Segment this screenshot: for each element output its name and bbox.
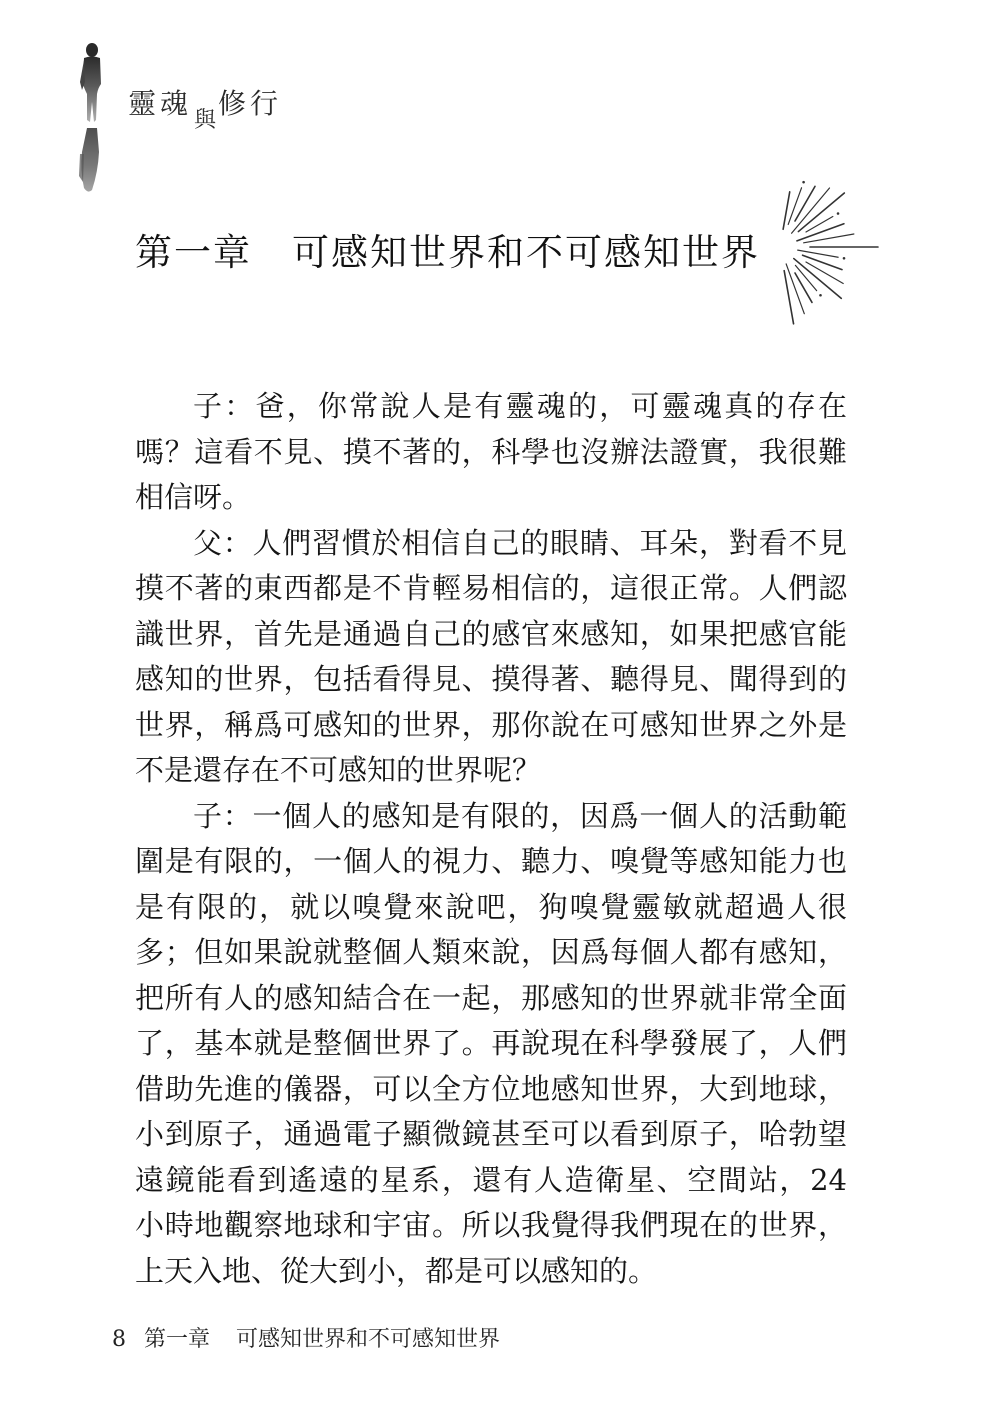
sunburst-ray <box>786 264 804 314</box>
chapter-name: 可感知世界和不可感知世界 <box>292 231 760 274</box>
sunburst-icon <box>770 160 880 335</box>
sunburst-ray <box>795 273 812 302</box>
running-header-title <box>128 82 283 133</box>
paragraph: 子：爸，你常說人是有靈魂的，可靈魂真的存在嗎？這看不見、摸不著的，科學也沒辦法證實，我很難相信呀。 <box>135 389 847 514</box>
paragraph: 子：一個人的感知是有限的，因爲一個人的活動範圍是有限的，一個人的視力、聽力、嗅覺等感知能力也是有限的，就以嗅覺來說吧，狗嗅覺靈敏就超過人很多；但如果說就整個人類來說，因爲每個人都有感知，把所有人的感知結合在一起，那感知的世界就非常全面了，基本就是整個世界了。再說現在科學發展了，人們借助先進的儀器，可以全方位地感知世界，大到地球，小到原子，通過電子顯微鏡甚至可以看到原子，哈勃望遠鏡能看到遙遠的星系，還有人造衛星、空間站，24 小時地觀察地球和宇宙。所以我覺得我們現在的世界，上天入地、從大到小，都是可以感知的。 <box>135 798 847 1288</box>
footer-chapter-number: 第一章 <box>144 1327 211 1352</box>
page-number: 8 <box>112 1327 126 1352</box>
header-title-part-1: 靈魂 <box>128 87 193 120</box>
sunburst-dot <box>843 257 846 260</box>
standing-figure-reflection-icon <box>70 42 110 202</box>
sunburst-dot <box>837 212 840 215</box>
sunburst-ray <box>795 186 815 221</box>
header-title-part-3: 修行 <box>218 87 283 120</box>
chapter-number: 第一章 <box>135 231 252 274</box>
body-text <box>135 384 847 1294</box>
page-footer <box>112 1322 500 1353</box>
sunburst-dot <box>802 181 805 184</box>
sunburst-dot <box>819 294 822 297</box>
header-title-part-2: 與 <box>194 108 217 133</box>
chapter-title <box>135 222 760 276</box>
footer-chapter-title: 可感知世界和不可感知世界 <box>236 1327 501 1352</box>
paragraph: 父：人們習慣於相信自己的眼睛、耳朵，對看不見摸不著的東西都是不肯輕易相信的，這很正常。人們認識世界，首先是通過自己的感官來感知，如果把感官能感知的世界，包括看得見、摸得著、聽得見、聞得到的世界，稱爲可感知的世界，那你說在可感知世界之外是不是還存在不可感知的世界呢？ <box>135 525 847 787</box>
